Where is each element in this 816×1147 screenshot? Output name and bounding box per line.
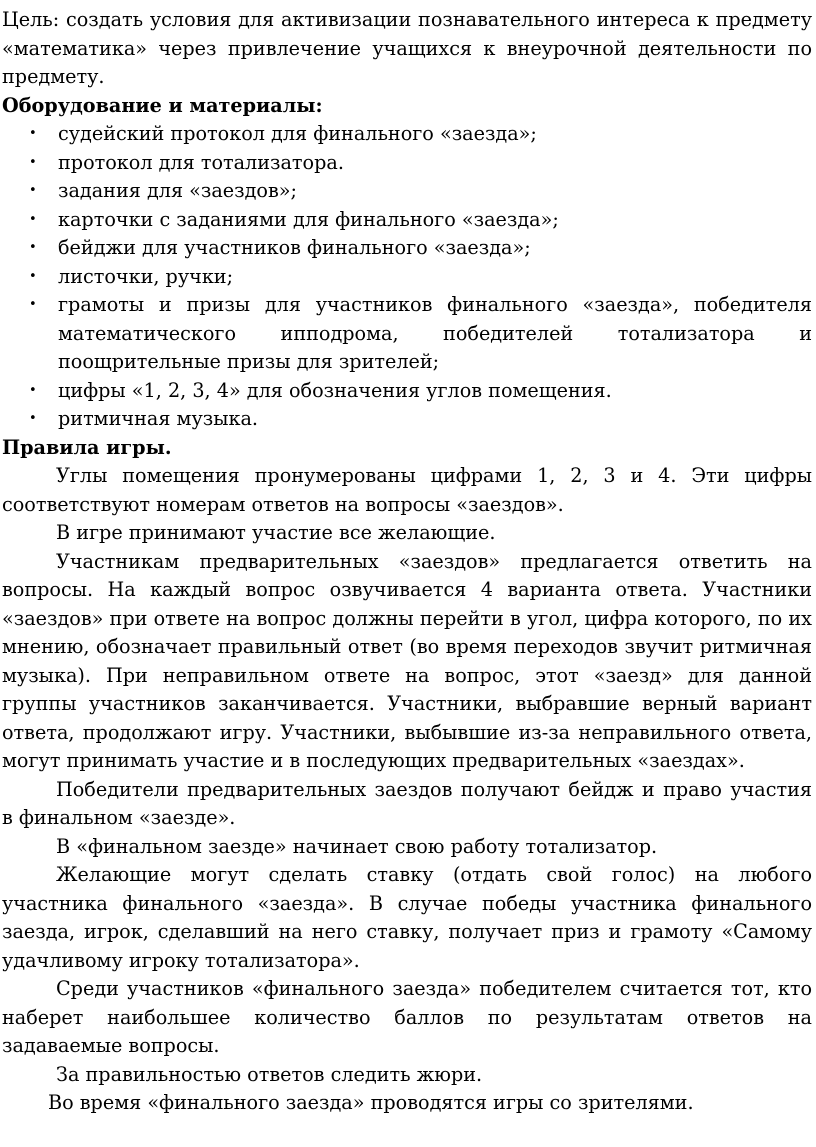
- bullet-icon: •: [29, 154, 37, 170]
- list-item: [2, 377, 812, 406]
- list-item: [2, 263, 812, 292]
- rules-paragraph: Углы помещения пронумерованы цифрами 1, 2, 3 и 4. Эти цифры соответствуют номерам ответов на вопросы «заездов».: [2, 464, 812, 516]
- rules-paragraph: Победители предварительных заездов получают бейдж и право участия в финальном «заезде».: [2, 777, 812, 829]
- bullet-icon: •: [29, 268, 37, 284]
- goal-label: Цель:: [2, 8, 60, 31]
- rules-paragraph: Желающие могут сделать ставку (отдать свой голос) на любого участника финального «заезда». В случае победы участника финального заезда, игрок, сделавший на него ставку, получает приз и грамоту «Самому удачливому игроку тотализатора».: [2, 863, 812, 972]
- list-item-text: судейский протокол для финального «заезда»;: [58, 122, 537, 145]
- equipment-heading: Оборудование и материалы:: [2, 93, 323, 117]
- list-item-text: ритмичная музыка.: [58, 407, 258, 430]
- rules-heading: Правила игры.: [2, 435, 172, 459]
- list-item: [2, 177, 812, 206]
- list-item: [2, 120, 812, 149]
- rules-paragraph: Участникам предварительных «заездов» предлагается ответить на вопросы. На каждый вопрос озвучивается 4 варианта ответа. Участники «заездов» при ответе на вопрос должны перейти в угол, цифра которого, по их мнению, обозначает правильный ответ (во время переходов звучит ритмичная музыка). При неправильном ответе на вопрос, этот «заезд» для данной группы участников заканчивается. Участники, выбравшие верный вариант ответа, продолжают игру. Участники, выбывшие из-за неправильного ответа, могут принимать участие и в последующих предварительных «заездах».: [2, 549, 812, 772]
- list-item-text: грамоты и призы для участников финального «заезда», победителя математического ипподрома, победителей тотализатора и поощрительные призы для зрителей;: [58, 293, 812, 373]
- list-item: [2, 291, 812, 377]
- list-item-text: бейджи для участников финального «заезда»;: [58, 236, 531, 259]
- rules-paragraph: Среди участников «финального заезда» победителем считается тот, кто наберет наибольшее количество баллов по результатам ответов на задаваемые вопросы.: [2, 977, 812, 1057]
- goal-paragraph: [2, 6, 812, 92]
- bullet-icon: •: [29, 126, 37, 141]
- list-item-text: задания для «заездов»;: [58, 179, 297, 202]
- list-item: [2, 149, 812, 178]
- bullet-icon: •: [29, 240, 37, 255]
- list-item-text: цифры «1, 2, 3, 4» для обозначения углов помещения.: [58, 378, 612, 402]
- list-item: [2, 206, 812, 235]
- goal-text: создать условия для активизации познавательного интереса к предмету «математика» через привлечение учащихся к внеурочной деятельности по предмету.: [2, 8, 812, 88]
- bullet-icon: •: [29, 297, 37, 312]
- list-item-text: карточки с заданиями для финального «заезда»;: [58, 207, 559, 231]
- list-item-text: листочки, ручки;: [58, 264, 234, 288]
- bullet-icon: •: [29, 211, 37, 227]
- list-item: [2, 234, 812, 263]
- bullet-icon: •: [29, 183, 37, 198]
- rules-paragraph: За правильностью ответов следить жюри.: [56, 1062, 483, 1086]
- equipment-list: [2, 120, 812, 434]
- rules-paragraph: В игре принимают участие все желающие.: [56, 521, 496, 544]
- list-item-text: протокол для тотализатора.: [58, 150, 344, 174]
- rules-paragraph: В «финальном заезде» начинает свою работу тотализатор.: [56, 834, 658, 858]
- rules-paragraph: Во время «финального заезда» проводятся игры со зрителями.: [48, 1091, 694, 1114]
- bullet-icon: •: [29, 382, 37, 398]
- list-item: [2, 405, 812, 434]
- bullet-icon: •: [29, 411, 37, 426]
